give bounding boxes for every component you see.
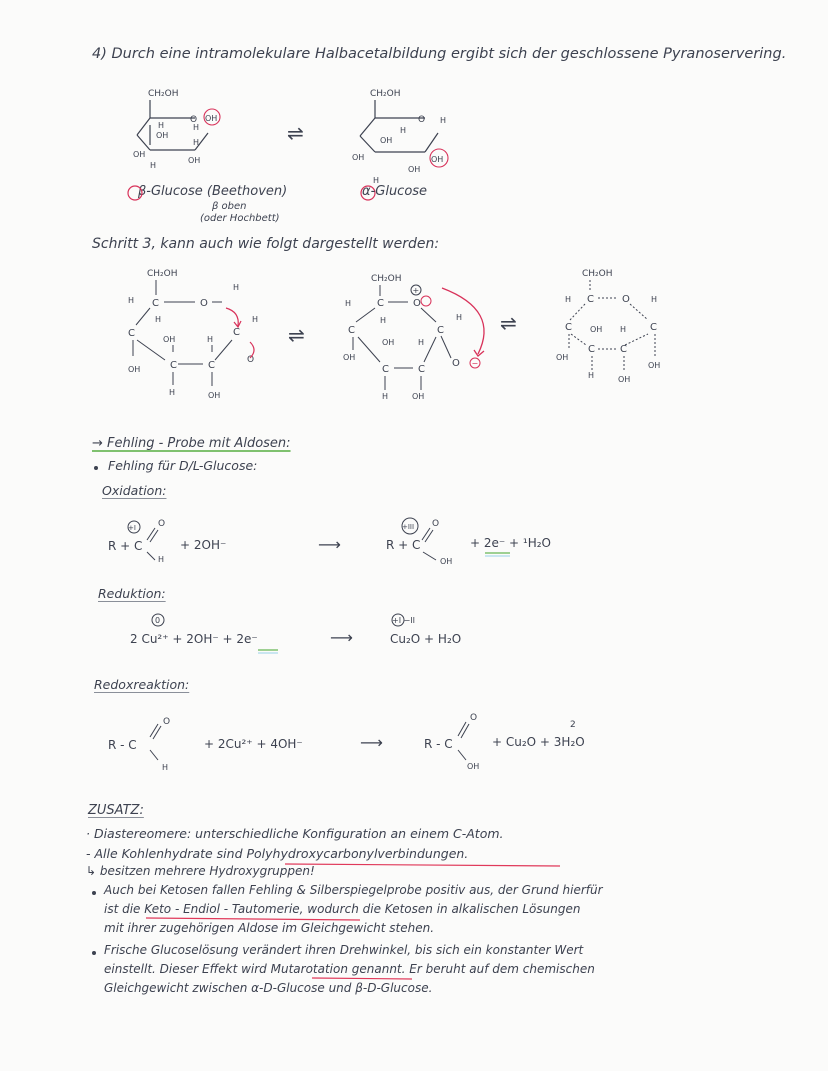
alpha-h1: H xyxy=(440,116,447,125)
s3-oh-2c: OH xyxy=(412,392,425,401)
zusatz-heading: ZUSATZ: xyxy=(88,803,144,818)
alpha-glucose-label: α-Glucose xyxy=(362,184,428,199)
beta-oh3: OH xyxy=(133,150,146,159)
s3-h-1c: H xyxy=(233,283,240,292)
reduction-label: Reduktion: xyxy=(98,586,166,601)
redox-right: R - C xyxy=(424,737,453,751)
s3-c2-1: C xyxy=(208,360,215,371)
section-title: 4) Durch eine intramolekulare Halbacetalbildung ergibt sich der geschlossene Pyranoservering. xyxy=(92,46,787,62)
s3-c5-3: C xyxy=(587,294,594,305)
s3-c4-1: C xyxy=(128,328,135,339)
s3-oh-1c: OH xyxy=(208,391,221,400)
s3-c3-3: C xyxy=(588,344,595,355)
red-right: Cu₂O + H₂O xyxy=(390,632,462,646)
redox-products: + Cu₂O + 3H₂O xyxy=(492,735,585,749)
ox-left: R + C xyxy=(108,539,143,553)
red-left: 2 Cu²⁺ + 2OH⁻ + 2e⁻ xyxy=(130,632,258,646)
s3-c5-1: C xyxy=(152,298,159,309)
equilibrium-arrow-1: ⇌ xyxy=(287,121,304,145)
beta-h2: H xyxy=(158,121,165,130)
s3-oh-1a: OH xyxy=(163,335,176,344)
s3-h-3c: H xyxy=(620,325,627,334)
beta-oh2: OH xyxy=(156,131,169,140)
redox-arrow: ⟶ xyxy=(360,733,383,752)
zusatz-line-3: ↳ besitzen mehrere Hydroxygruppen! xyxy=(86,864,315,878)
ox-ox-right: +III xyxy=(402,523,415,531)
s3-o-1: O xyxy=(200,298,208,309)
s3-plus: + xyxy=(412,286,420,295)
red-ox-cu: 0 xyxy=(155,616,161,625)
ox-ox-left: +I xyxy=(128,524,136,532)
s3-oh-2a: OH xyxy=(382,338,395,347)
s3-ch2oh-1: CH₂OH xyxy=(147,269,178,279)
zusatz-line-1: · Diastereomere: unterschiedliche Konfiguration an einem C-Atom. xyxy=(86,826,504,841)
s3-ch2oh-3: CH₂OH xyxy=(582,269,613,279)
redox-reagents: + 2Cu²⁺ + 4OH⁻ xyxy=(204,737,303,751)
ox-o-left: O xyxy=(158,519,166,529)
zusatz-line-2: - Alle Kohlenhydrate sind Polyhydroxycarbonylverbindungen. xyxy=(86,846,469,861)
redox-coef: 2 xyxy=(570,720,576,730)
ox-arrow: ⟶ xyxy=(318,535,341,554)
s3-h-2e: H xyxy=(382,392,389,401)
beta-h1: H xyxy=(193,123,200,132)
alpha-h3: H xyxy=(373,176,380,185)
zusatz-line-8: einstellt. Dieser Effekt wird Mutarotation genannt. Er beruht auf dem chemischen xyxy=(104,962,595,976)
equilibrium-arrow-3: ⇌ xyxy=(500,311,517,335)
alpha-oh2: OH xyxy=(380,136,393,145)
redox-label: Redoxreaktion: xyxy=(94,677,190,692)
s3-c2-3: C xyxy=(620,344,627,355)
s3-oh-3d: OH xyxy=(618,375,631,384)
beta-glucose-label: β-Glucose (Beethoven) xyxy=(138,184,288,199)
fehling-sub: Fehling für D/L-Glucose: xyxy=(108,458,258,473)
redox-o-left: O xyxy=(163,717,171,727)
step3-text: Schritt 3, kann auch wie folgt dargestellt werden: xyxy=(92,236,440,252)
zusatz-line-7: Frische Glucoselösung verändert ihren Drehwinkel, bis sich ein konstanter Wert xyxy=(104,943,584,957)
s3-minus: − xyxy=(471,359,479,368)
ox-o-right: O xyxy=(432,519,440,529)
beta-note-2: (oder Hochbett) xyxy=(200,213,280,224)
s3-o-3: O xyxy=(622,294,630,305)
redox-h-left: H xyxy=(162,763,169,772)
zusatz-line-9: Gleichgewicht zwischen α-D-Glucose und β-D-Glucose. xyxy=(104,981,433,995)
s3-h-3a: H xyxy=(565,295,572,304)
s3-c4-3: C xyxy=(565,322,572,333)
ox-right: R + C xyxy=(386,538,421,552)
ox-h-left: H xyxy=(158,555,165,564)
s3-c2-2: C xyxy=(418,364,425,375)
redox-oh-right: OH xyxy=(467,762,480,771)
beta-ring-o: O xyxy=(190,115,198,125)
s3-h-3d: H xyxy=(588,371,595,380)
s3-oh-2b: OH xyxy=(343,353,356,362)
s3-h-2d: H xyxy=(456,313,463,322)
beta-note-1: β oben xyxy=(212,201,247,212)
s3-oh-3b: OH xyxy=(556,353,569,362)
s3-c1-3: C xyxy=(650,322,657,333)
s3-ch2oh-2: CH₂OH xyxy=(371,274,402,284)
beta-anomeric-oh: OH xyxy=(205,114,218,123)
zusatz-line-6: mit ihrer zugehörigen Aldose im Gleichgewicht stehen. xyxy=(104,921,435,935)
ox-products: + 2e⁻ + ¹H₂O xyxy=(470,536,551,550)
alpha-oh3: OH xyxy=(352,153,365,162)
s3-h-1f: H xyxy=(169,388,176,397)
redox-left: R - C xyxy=(108,738,137,752)
s3-o-2: O xyxy=(413,298,421,309)
alpha-anomeric-oh: OH xyxy=(431,155,444,164)
s3-oh-3c: OH xyxy=(648,361,661,370)
red-ox-right: +I −II xyxy=(392,616,416,625)
s3-oh-3a: OH xyxy=(590,325,603,334)
ox-oh-right: OH xyxy=(440,557,453,566)
s3-h-2b: H xyxy=(380,316,387,325)
s3-h-2a: H xyxy=(345,299,352,308)
s3-c1-2: C xyxy=(437,325,444,336)
alpha-oh4: OH xyxy=(408,165,421,174)
beta-h3: H xyxy=(150,161,157,170)
s3-h-1b: H xyxy=(155,315,162,324)
s3-c3-1: C xyxy=(170,360,177,371)
s3-h-1a: H xyxy=(128,296,135,305)
alpha-ring-o: O xyxy=(418,115,426,125)
equilibrium-arrow-2: ⇌ xyxy=(288,323,305,347)
red-arrow: ⟶ xyxy=(330,628,353,647)
alpha-ch2oh: CH₂OH xyxy=(370,89,401,99)
s3-oh-1b: OH xyxy=(128,365,141,374)
zusatz-line-5: ist die Keto - Endiol - Tautomerie, wodurch die Ketosen in alkalischen Lösungen xyxy=(104,902,581,916)
beta-ch2oh: CH₂OH xyxy=(148,89,179,99)
alpha-h2: H xyxy=(400,126,407,135)
s3-o-1b: O xyxy=(247,355,255,365)
s3-c4-2: C xyxy=(348,325,355,336)
s3-h-3b: H xyxy=(651,295,658,304)
oxidation-label: Oxidation: xyxy=(102,483,167,498)
redox-o-right: O xyxy=(470,713,478,723)
beta-oh4: OH xyxy=(188,156,201,165)
ox-reagent: + 2OH⁻ xyxy=(180,538,227,552)
s3-h-1d: H xyxy=(207,335,214,344)
s3-c5-2: C xyxy=(377,298,384,309)
zusatz-line-4: Auch bei Ketosen fallen Fehling & Silberspiegelprobe positiv aus, der Grund hierfür xyxy=(104,883,603,897)
s3-h-2c: H xyxy=(418,338,425,347)
s3-h-1e: H xyxy=(252,315,259,324)
beta-h4: H xyxy=(193,138,200,147)
s3-c1-1: C xyxy=(233,327,240,338)
fehling-heading: → Fehling - Probe mit Aldosen: xyxy=(92,436,291,451)
s3-o-2b: O xyxy=(452,358,460,369)
s3-c3-2: C xyxy=(382,364,389,375)
